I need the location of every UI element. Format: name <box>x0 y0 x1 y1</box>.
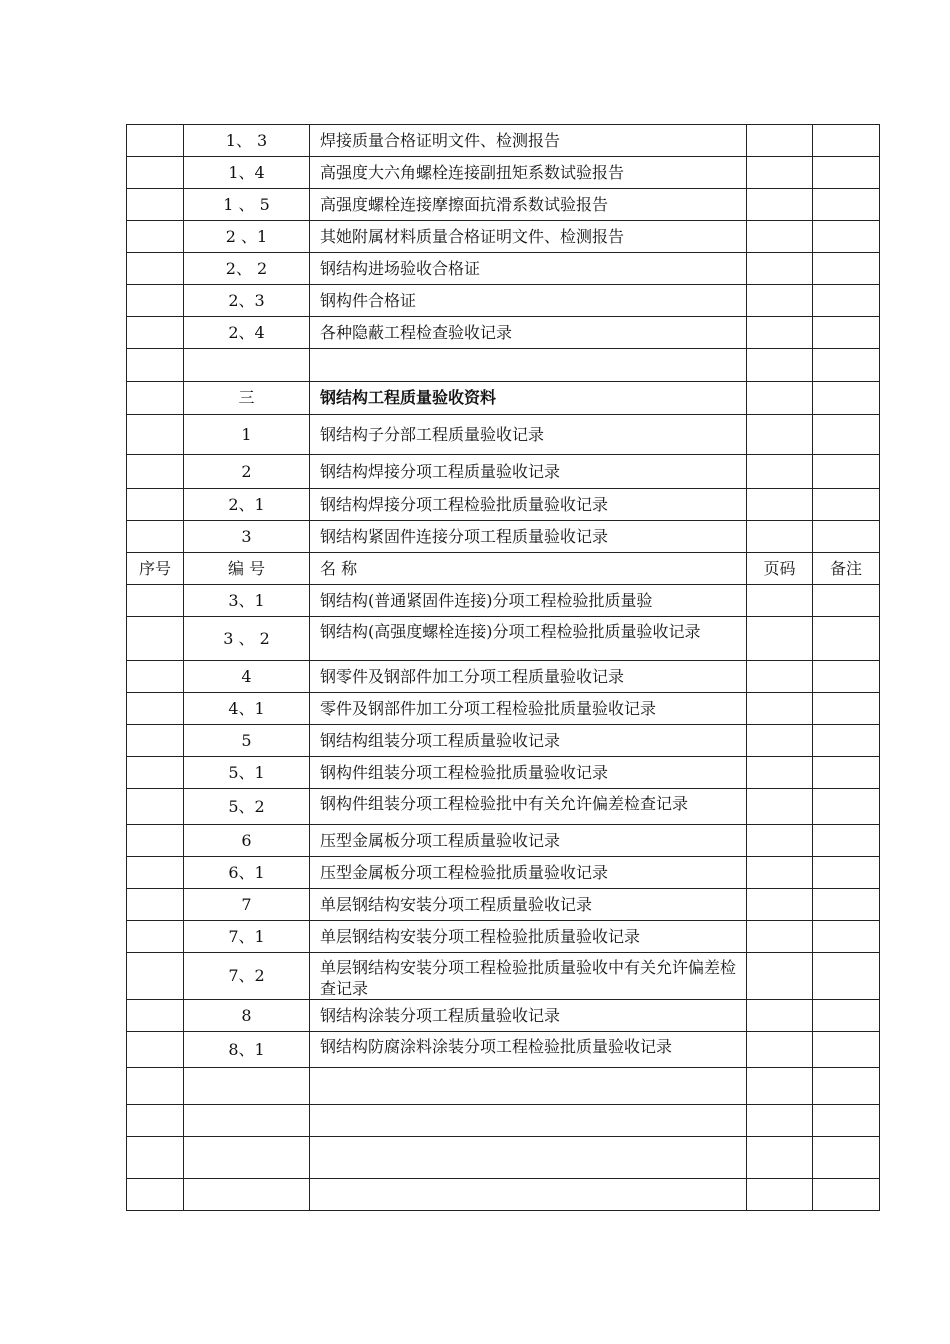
cell-page <box>747 415 813 455</box>
table-row <box>127 693 880 725</box>
cell-code: 4 <box>184 661 310 693</box>
cell-note <box>813 521 880 553</box>
cell-code: 1、 3 <box>184 125 310 157</box>
cell-seq <box>127 617 184 661</box>
cell-page <box>747 1137 813 1179</box>
cell-code: 三 <box>184 382 310 415</box>
table-row <box>127 661 880 693</box>
cell-note <box>813 889 880 921</box>
table-row <box>127 1105 880 1137</box>
cell-note <box>813 953 880 1000</box>
table-row <box>127 857 880 889</box>
cell-page <box>747 489 813 521</box>
cell-page <box>747 953 813 1000</box>
table-row <box>127 757 880 789</box>
cell-code: 8、1 <box>184 1032 310 1068</box>
cell-seq <box>127 857 184 889</box>
cell-note <box>813 617 880 661</box>
cell-page <box>747 285 813 317</box>
cell-code: 7、2 <box>184 953 310 1000</box>
cell-note <box>813 285 880 317</box>
cell-name <box>310 1032 747 1068</box>
cell-page <box>747 693 813 725</box>
cell-seq <box>127 889 184 921</box>
table-row <box>127 382 880 415</box>
table-row <box>127 349 880 382</box>
cell-name: 钢结构工程质量验收资料 <box>310 382 747 415</box>
cell-name <box>310 1068 747 1105</box>
cell-page <box>747 317 813 349</box>
cell-page <box>747 857 813 889</box>
table-header-row <box>127 553 880 585</box>
cell-page <box>747 221 813 253</box>
cell-page <box>747 349 813 382</box>
cell-seq <box>127 693 184 725</box>
cell-code: 3 <box>184 521 310 553</box>
cell-name <box>310 789 747 825</box>
cell-name: 钢结构进场验收合格证 <box>310 253 747 285</box>
cell-name: 压型金属板分项工程检验批质量验收记录 <box>310 857 747 889</box>
cell-name: 钢构件合格证 <box>310 285 747 317</box>
cell-code: 7 <box>184 889 310 921</box>
cell-code: 1 <box>184 415 310 455</box>
cell-page <box>747 725 813 757</box>
cell-code: 1 、 5 <box>184 189 310 221</box>
cell-code <box>184 1179 310 1211</box>
cell-seq <box>127 285 184 317</box>
cell-seq <box>127 725 184 757</box>
cell-seq <box>127 221 184 253</box>
cell-seq <box>127 157 184 189</box>
header-cell-name: 名 称 <box>310 553 747 585</box>
cell-code <box>184 1137 310 1179</box>
cell-page <box>747 661 813 693</box>
cell-note <box>813 382 880 415</box>
cell-seq <box>127 125 184 157</box>
table-row <box>127 285 880 317</box>
cell-note <box>813 1137 880 1179</box>
cell-note <box>813 349 880 382</box>
cell-page <box>747 253 813 285</box>
table-row <box>127 189 880 221</box>
cell-page <box>747 889 813 921</box>
cell-code: 7、1 <box>184 921 310 953</box>
table-row <box>127 725 880 757</box>
cell-code: 2、3 <box>184 285 310 317</box>
table-row <box>127 317 880 349</box>
cell-note <box>813 489 880 521</box>
cell-seq <box>127 1068 184 1105</box>
cell-code <box>184 1068 310 1105</box>
table-row <box>127 825 880 857</box>
cell-code: 2、1 <box>184 489 310 521</box>
table-row <box>127 953 880 1000</box>
header-cell-page: 页码 <box>747 553 813 585</box>
cell-name-text: 钢结构(高强度螺栓连接)分项工程检验批质量验收记录 <box>320 622 701 641</box>
cell-name: 钢结构(普通紧固件连接)分项工程检验批质量验 <box>310 585 747 617</box>
cell-page <box>747 757 813 789</box>
cell-page <box>747 1032 813 1068</box>
cell-page <box>747 1179 813 1211</box>
cell-page <box>747 1000 813 1032</box>
cell-name: 焊接质量合格证明文件、检测报告 <box>310 125 747 157</box>
cell-page <box>747 585 813 617</box>
cell-seq <box>127 1105 184 1137</box>
cell-code: 2 <box>184 455 310 489</box>
header-cell-note: 备注 <box>813 553 880 585</box>
cell-page <box>747 617 813 661</box>
cell-seq <box>127 789 184 825</box>
cell-seq <box>127 455 184 489</box>
cell-name: 单层钢结构安装分项工程检验批质量验收记录 <box>310 921 747 953</box>
cell-note <box>813 757 880 789</box>
cell-seq <box>127 253 184 285</box>
cell-name: 各种隐蔽工程检查验收记录 <box>310 317 747 349</box>
cell-page <box>747 455 813 489</box>
cell-name: 钢结构焊接分项工程质量验收记录 <box>310 455 747 489</box>
cell-code: 5、2 <box>184 789 310 825</box>
cell-page <box>747 125 813 157</box>
cell-code: 2 、1 <box>184 221 310 253</box>
table-row <box>127 221 880 253</box>
cell-page <box>747 382 813 415</box>
cell-name <box>310 1105 747 1137</box>
table-row <box>127 157 880 189</box>
table-row <box>127 521 880 553</box>
cell-code: 3 、 2 <box>184 617 310 661</box>
cell-note <box>813 921 880 953</box>
table-body <box>127 125 880 1211</box>
table-row <box>127 489 880 521</box>
cell-name: 钢结构焊接分项工程检验批质量验收记录 <box>310 489 747 521</box>
cell-name: 钢结构涂装分项工程质量验收记录 <box>310 1000 747 1032</box>
cell-name: 其她附属材料质量合格证明文件、检测报告 <box>310 221 747 253</box>
cell-seq <box>127 317 184 349</box>
cell-note <box>813 1032 880 1068</box>
cell-code <box>184 1105 310 1137</box>
cell-name: 压型金属板分项工程质量验收记录 <box>310 825 747 857</box>
table-row <box>127 1137 880 1179</box>
cell-note <box>813 189 880 221</box>
cell-name <box>310 617 747 661</box>
table-row <box>127 1179 880 1211</box>
header-cell-seq: 序号 <box>127 553 184 585</box>
cell-code: 4、1 <box>184 693 310 725</box>
cell-page <box>747 521 813 553</box>
table-row <box>127 455 880 489</box>
cell-note <box>813 1105 880 1137</box>
table-row <box>127 789 880 825</box>
cell-name <box>310 349 747 382</box>
cell-seq <box>127 661 184 693</box>
cell-note <box>813 857 880 889</box>
cell-seq <box>127 585 184 617</box>
cell-seq <box>127 382 184 415</box>
table-row <box>127 617 880 661</box>
cell-seq <box>127 921 184 953</box>
cell-code <box>184 349 310 382</box>
cell-page <box>747 825 813 857</box>
cell-name-text: 单层钢结构安装分项工程检验批质量验收中有关允许偏差检查记录 <box>320 958 737 998</box>
cell-note <box>813 725 880 757</box>
cell-note <box>813 253 880 285</box>
cell-seq <box>127 1032 184 1068</box>
cell-note <box>813 585 880 617</box>
table-row <box>127 1068 880 1105</box>
cell-seq <box>127 489 184 521</box>
table-row <box>127 1032 880 1068</box>
table-row <box>127 253 880 285</box>
cell-seq <box>127 953 184 1000</box>
table-row <box>127 921 880 953</box>
cell-name <box>310 953 747 1000</box>
table-row <box>127 125 880 157</box>
cell-page <box>747 1068 813 1105</box>
cell-note <box>813 317 880 349</box>
cell-name <box>310 1137 747 1179</box>
cell-note <box>813 1179 880 1211</box>
cell-note <box>813 825 880 857</box>
header-cell-code: 编 号 <box>184 553 310 585</box>
cell-name: 钢结构组装分项工程质量验收记录 <box>310 725 747 757</box>
cell-seq <box>127 349 184 382</box>
cell-code: 1、4 <box>184 157 310 189</box>
cell-name: 钢零件及钢部件加工分项工程质量验收记录 <box>310 661 747 693</box>
cell-seq <box>127 521 184 553</box>
cell-note <box>813 1000 880 1032</box>
cell-seq <box>127 1000 184 1032</box>
archive-index-table <box>126 124 880 1211</box>
cell-name: 钢构件组装分项工程检验批质量验收记录 <box>310 757 747 789</box>
cell-code: 8 <box>184 1000 310 1032</box>
cell-name <box>310 1179 747 1211</box>
cell-name: 高强度螺栓连接摩擦面抗滑系数试验报告 <box>310 189 747 221</box>
cell-name-text: 钢结构防腐涂料涂装分项工程检验批质量验收记录 <box>320 1037 673 1056</box>
cell-note <box>813 789 880 825</box>
cell-code: 6 <box>184 825 310 857</box>
document-page <box>126 124 869 1211</box>
cell-seq <box>127 757 184 789</box>
cell-seq <box>127 415 184 455</box>
cell-note <box>813 125 880 157</box>
table-row <box>127 585 880 617</box>
table-row <box>127 889 880 921</box>
cell-page <box>747 189 813 221</box>
cell-note <box>813 455 880 489</box>
cell-code: 5、1 <box>184 757 310 789</box>
cell-seq <box>127 189 184 221</box>
cell-page <box>747 157 813 189</box>
cell-seq <box>127 1179 184 1211</box>
cell-note <box>813 415 880 455</box>
cell-seq <box>127 1137 184 1179</box>
cell-code: 3、1 <box>184 585 310 617</box>
cell-code: 2、4 <box>184 317 310 349</box>
cell-name: 零件及钢部件加工分项工程检验批质量验收记录 <box>310 693 747 725</box>
cell-name: 钢结构紧固件连接分项工程质量验收记录 <box>310 521 747 553</box>
cell-note <box>813 221 880 253</box>
cell-code: 6、1 <box>184 857 310 889</box>
table-row <box>127 1000 880 1032</box>
cell-page <box>747 1105 813 1137</box>
cell-note <box>813 661 880 693</box>
cell-name: 钢结构子分部工程质量验收记录 <box>310 415 747 455</box>
cell-name: 单层钢结构安装分项工程质量验收记录 <box>310 889 747 921</box>
cell-page <box>747 789 813 825</box>
cell-note <box>813 157 880 189</box>
cell-name: 高强度大六角螺栓连接副扭矩系数试验报告 <box>310 157 747 189</box>
cell-code: 2、 2 <box>184 253 310 285</box>
table-row <box>127 415 880 455</box>
cell-page <box>747 921 813 953</box>
cell-note <box>813 1068 880 1105</box>
cell-note <box>813 693 880 725</box>
cell-seq <box>127 825 184 857</box>
cell-name-text: 钢构件组装分项工程检验批中有关允许偏差检查记录 <box>320 794 689 813</box>
cell-code: 5 <box>184 725 310 757</box>
